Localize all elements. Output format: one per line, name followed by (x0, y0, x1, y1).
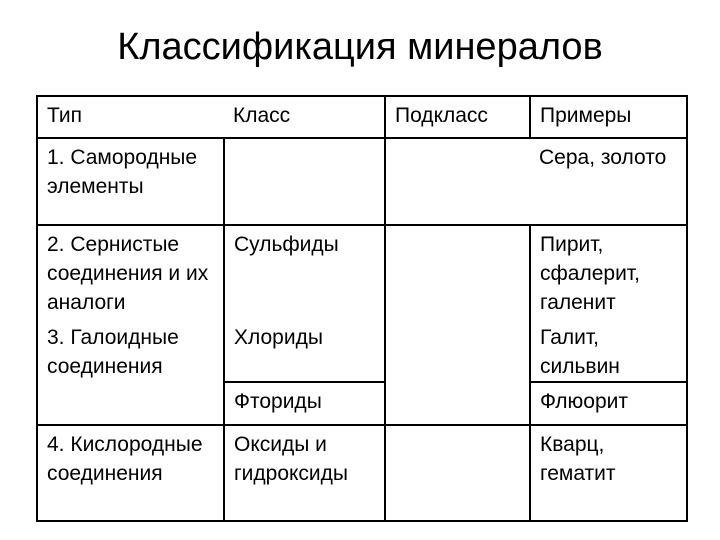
header-class: Класс (224, 96, 385, 138)
cell-type: 1. Самородные элементы (37, 138, 224, 225)
page-title: Классификация минералов (117, 26, 603, 68)
cell-examples: Галит, сильвин (530, 319, 687, 382)
table-row (37, 319, 687, 382)
cell-class (224, 138, 385, 225)
table-row (37, 225, 687, 319)
cell-type (37, 382, 224, 425)
minerals-table (36, 95, 688, 522)
header-subclass: Подкласс (385, 96, 530, 138)
cell-examples: Пирит, сфалерит, галенит (530, 225, 687, 319)
table-row (37, 425, 687, 521)
cell-subclass (385, 425, 530, 521)
cell-examples: Сера, золото (530, 138, 687, 225)
table-header-row (37, 96, 687, 138)
header-examples: Примеры (530, 96, 687, 138)
cell-class: Хлориды (224, 319, 385, 382)
cell-subclass (385, 225, 530, 319)
table-row (37, 382, 687, 425)
cell-examples: Кварц, гематит (530, 425, 687, 521)
table-row (37, 138, 687, 225)
cell-examples: Флюорит (530, 382, 687, 425)
cell-subclass (385, 138, 530, 225)
cell-type: 4. Кислородные соединения (37, 425, 224, 521)
header-type: Тип (37, 96, 224, 138)
cell-subclass (385, 382, 530, 425)
cell-subclass (385, 319, 530, 382)
cell-class: Сульфиды (224, 225, 385, 319)
cell-type: 2. Сернистые соединения и их аналоги (37, 225, 224, 319)
cell-type: 3. Галоидные соединения (37, 319, 224, 382)
cell-class: Оксиды и гидроксиды (224, 425, 385, 521)
cell-class: Фториды (224, 382, 385, 425)
